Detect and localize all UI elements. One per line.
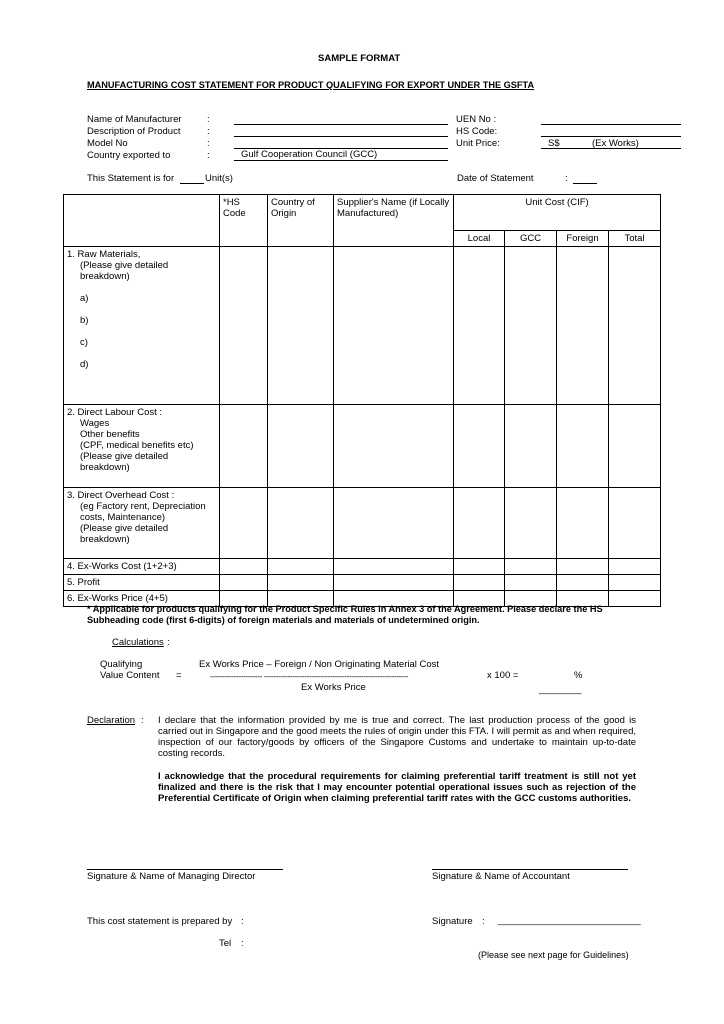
formula-denominator: Ex Works Price bbox=[301, 682, 366, 693]
declaration-paragraph-1: I declare that the information provided by me is true and correct. The last production process of the good is carried out in Singapore and the good meets the rules of origin under this FTA. I will permit as and when required, inspection of our factory/goods by officers of the Singapore Customs and undertake to maintain up-to-date costing records. bbox=[158, 715, 636, 759]
profit-row bbox=[64, 575, 661, 591]
statement-unit: Unit(s) bbox=[205, 173, 233, 184]
direct-overhead-title: 3. Direct Overhead Cost : bbox=[67, 490, 175, 501]
raw-materials-subitem-d: d) bbox=[80, 359, 89, 370]
declaration-colon: : bbox=[141, 715, 144, 726]
table-cell[interactable] bbox=[609, 405, 661, 488]
unit-cost-header: Unit Cost (CIF) bbox=[454, 195, 661, 231]
direct-labour-line: (CPF, medical benefits etc) bbox=[80, 440, 194, 451]
table-cell[interactable] bbox=[609, 559, 661, 575]
signature-label: Signature bbox=[432, 916, 473, 927]
country-of-origin-header: Country of Origin bbox=[268, 195, 334, 247]
calculations-label: Calculations bbox=[112, 637, 164, 648]
prepared-by-label: This cost statement is prepared by bbox=[87, 916, 233, 927]
percent-blank: ________ bbox=[539, 684, 582, 695]
declaration-label: Declaration bbox=[87, 715, 136, 726]
sample-format-label: SAMPLE FORMAT bbox=[318, 53, 401, 64]
table-cell[interactable] bbox=[609, 247, 661, 405]
footnote-line-2: Subheading code (first 6-digits) of foreign materials and materials of undetermined origin. bbox=[87, 615, 480, 625]
direct-overhead-line: breakdown) bbox=[80, 534, 130, 545]
manufacturer-name-label: Name of Manufacturer bbox=[87, 114, 182, 125]
date-of-statement-label: Date of Statement bbox=[457, 173, 534, 184]
country-exported-value: Gulf Cooperation Council (GCC) bbox=[241, 149, 378, 160]
direct-overhead-line: (Please give detailed bbox=[80, 523, 169, 534]
table-cell[interactable] bbox=[220, 488, 268, 559]
gcc-header: GCC bbox=[505, 231, 557, 247]
md-signature-label: Signature & Name of Managing Director bbox=[87, 871, 256, 882]
calculations-colon: : bbox=[167, 637, 170, 648]
table-cell[interactable] bbox=[268, 559, 334, 575]
table-header-row bbox=[64, 195, 661, 231]
hs-code-label: HS Code: bbox=[456, 126, 498, 137]
country-exported-colon: : bbox=[207, 150, 210, 161]
percent-sign: % bbox=[574, 670, 583, 681]
accountant-signature-line[interactable] bbox=[432, 869, 628, 870]
date-of-statement-colon: : bbox=[565, 173, 568, 184]
direct-overhead-line: costs, Maintenance) bbox=[80, 512, 166, 523]
unit-price-label: Unit Price: bbox=[456, 138, 500, 149]
direct-overhead-row bbox=[64, 488, 661, 559]
table-cell[interactable] bbox=[609, 488, 661, 559]
direct-labour-cell bbox=[64, 405, 220, 488]
signature-blank[interactable]: ___________________________ bbox=[498, 915, 641, 926]
raw-materials-row bbox=[64, 247, 661, 405]
document-title: MANUFACTURING COST STATEMENT FOR PRODUCT QUALIFYING FOR EXPORT UNDER THE GSFTA bbox=[87, 80, 535, 90]
currency-label: S$ bbox=[548, 138, 560, 149]
direct-labour-line: Other benefits bbox=[80, 429, 140, 440]
manufacturer-name-colon: : bbox=[207, 114, 210, 125]
table-cell[interactable] bbox=[557, 488, 609, 559]
table-cell[interactable] bbox=[454, 488, 505, 559]
table-cell[interactable] bbox=[557, 575, 609, 591]
table-cell[interactable] bbox=[609, 575, 661, 591]
uen-label: UEN No : bbox=[456, 114, 497, 125]
table-cell[interactable] bbox=[505, 575, 557, 591]
table-cell[interactable] bbox=[557, 247, 609, 405]
signature-colon: : bbox=[482, 916, 485, 927]
country-exported-line bbox=[234, 160, 448, 161]
ex-works-label: (Ex Works) bbox=[592, 138, 639, 149]
unit-price-line[interactable] bbox=[541, 148, 681, 149]
model-no-colon: : bbox=[207, 138, 210, 149]
item-header-cell bbox=[64, 195, 220, 247]
supplier-name-header: Supplier's Name (if Locally Manufactured) bbox=[334, 195, 454, 247]
ex-works-cost-row bbox=[64, 559, 661, 575]
product-description-label: Description of Product bbox=[87, 126, 181, 137]
table-cell[interactable] bbox=[505, 559, 557, 575]
product-description-colon: : bbox=[207, 126, 210, 137]
table-cell[interactable] bbox=[220, 405, 268, 488]
table-cell[interactable] bbox=[220, 559, 268, 575]
raw-materials-note: breakdown) bbox=[80, 271, 130, 282]
formula-numerator: Ex Works Price – Foreign / Non Originating Material Cost bbox=[199, 659, 440, 670]
table-cell[interactable] bbox=[505, 247, 557, 405]
table-cell[interactable] bbox=[334, 559, 454, 575]
equals-sign: = bbox=[176, 670, 182, 681]
table-cell[interactable] bbox=[220, 575, 268, 591]
product-description-line[interactable] bbox=[234, 136, 448, 137]
foreign-header: Foreign bbox=[557, 231, 609, 247]
unit-count-line[interactable] bbox=[180, 183, 204, 184]
value-content-label: Value Content bbox=[100, 670, 160, 681]
table-cell[interactable] bbox=[557, 559, 609, 575]
table-cell[interactable] bbox=[334, 247, 454, 405]
raw-materials-note: (Please give detailed bbox=[80, 260, 169, 271]
raw-materials-subitem-c: c) bbox=[80, 337, 88, 348]
ex-works-price-label: 6. Ex-Works Price (4+5) bbox=[64, 591, 220, 607]
table-cell[interactable] bbox=[268, 405, 334, 488]
table-cell[interactable] bbox=[454, 575, 505, 591]
date-of-statement-line[interactable] bbox=[573, 183, 597, 184]
next-page-note: (Please see next page for Guidelines) bbox=[478, 950, 629, 960]
formula-multiplier: x 100 = bbox=[487, 670, 519, 681]
table-cell[interactable] bbox=[334, 488, 454, 559]
direct-labour-title: 2. Direct Labour Cost : bbox=[67, 407, 163, 418]
direct-overhead-cell bbox=[64, 488, 220, 559]
statement-prefix: This Statement is for bbox=[87, 173, 175, 184]
table-cell[interactable] bbox=[268, 247, 334, 405]
direct-labour-line: (Please give detailed bbox=[80, 451, 169, 462]
direct-labour-line: Wages bbox=[80, 418, 110, 429]
prepared-by-colon: : bbox=[241, 916, 244, 927]
table-cell[interactable] bbox=[268, 575, 334, 591]
tel-label: Tel bbox=[219, 938, 232, 949]
cost-table bbox=[63, 194, 661, 607]
model-no-label: Model No bbox=[87, 138, 128, 149]
table-cell[interactable] bbox=[268, 488, 334, 559]
table-cell[interactable] bbox=[609, 591, 661, 607]
raw-materials-subitem-b: b) bbox=[80, 315, 89, 326]
manufacturer-name-line[interactable] bbox=[234, 124, 448, 125]
hs-code-line[interactable] bbox=[541, 136, 681, 137]
table-cell[interactable] bbox=[334, 405, 454, 488]
table-cell[interactable] bbox=[505, 488, 557, 559]
table-cell[interactable] bbox=[505, 405, 557, 488]
raw-materials-subitem-a: a) bbox=[80, 293, 89, 304]
raw-materials-cell bbox=[64, 247, 220, 405]
table-cell[interactable] bbox=[454, 247, 505, 405]
md-signature-line[interactable] bbox=[87, 869, 283, 870]
direct-labour-line: breakdown) bbox=[80, 462, 130, 473]
raw-materials-title: 1. Raw Materials, bbox=[67, 249, 141, 260]
country-exported-label: Country exported to bbox=[87, 150, 171, 161]
hs-code-header: *HS Code bbox=[220, 195, 268, 247]
table-cell[interactable] bbox=[220, 247, 268, 405]
formula-divider: ---------------------- ------------------------------------------------------------- bbox=[210, 672, 409, 681]
table-cell[interactable] bbox=[454, 405, 505, 488]
direct-labour-row bbox=[64, 405, 661, 488]
local-header: Local bbox=[454, 231, 505, 247]
table-cell[interactable] bbox=[454, 559, 505, 575]
declaration-paragraph-2: I acknowledge that the procedural requirements for claiming preferential tariff treatment is still not yet finalized and there is the risk that I may encounter potential operational issues such as rejection of the Preferential Certificate of Origin when claiming preferential tariff rates with the GCC customs authorities. bbox=[158, 771, 636, 804]
footnote-line-1: * Applicable for products qualifying for the Product Specific Rules in Annex 3 of the Agreement. Please declare the HS bbox=[87, 604, 603, 614]
direct-overhead-line: (eg Factory rent, Depreciation bbox=[80, 501, 206, 512]
qualifying-label: Qualifying bbox=[100, 659, 143, 670]
accountant-signature-label: Signature & Name of Accountant bbox=[432, 871, 570, 882]
ex-works-cost-label: 4. Ex-Works Cost (1+2+3) bbox=[64, 559, 220, 575]
uen-line[interactable] bbox=[541, 124, 681, 125]
profit-label: 5. Profit bbox=[64, 575, 220, 591]
table-cell[interactable] bbox=[334, 575, 454, 591]
table-cell[interactable] bbox=[557, 405, 609, 488]
tel-colon: : bbox=[241, 938, 244, 949]
total-header: Total bbox=[609, 231, 661, 247]
